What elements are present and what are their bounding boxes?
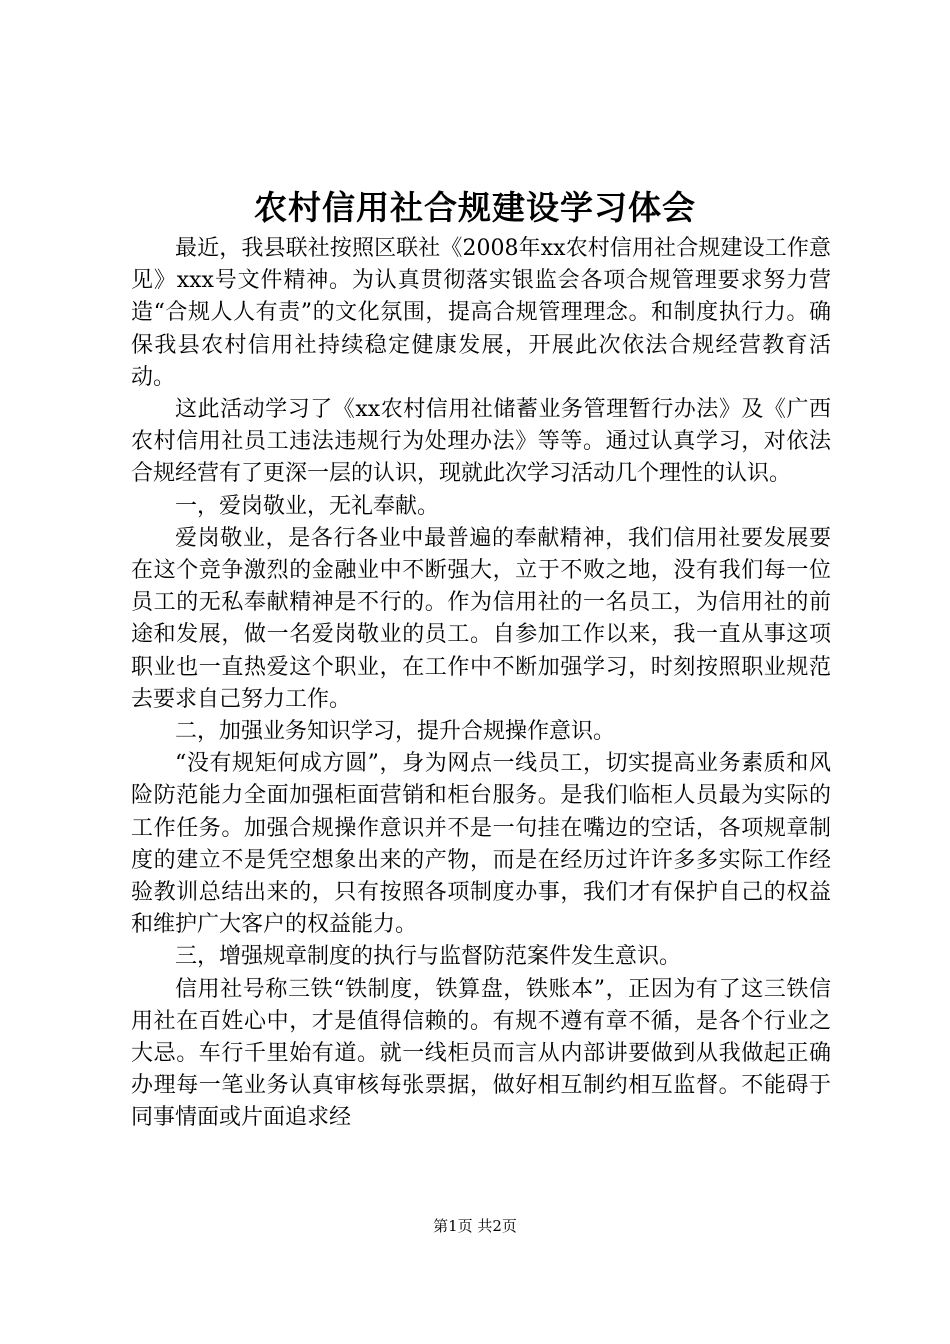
section-heading: 二，加强业务知识学习，提升合规操作意识。 bbox=[175, 719, 616, 745]
paragraph: 信用社号称三铁“铁制度，铁算盘，铁账本”，正因为有了这三铁信用社在百姓心中，才是值得信赖的。有规不遵有章不循，是各个行业之大忌。车行千里始有道。就一线柜员而言从内部讲要做到从我做起正确办理每一笔业务认真审核每张票据，做好相互制约相互监督。不能碍于同事情面或片面追求经 bbox=[131, 976, 831, 1131]
paragraph: 爱岗敬业，是各行各业中最普遍的奉献精神，我们信用社要发展要在这个竞争激烈的金融业中不断强大，立于不败之地，没有我们每一位员工的无私奉献精神是不行的。作为信用社的一名员工，为信用社的前途和发展，做一名爱岗敬业的员工。自参加工作以来，我一直从事这项职业也一直热爱这个职业，在工作中不断加强学习，时刻按照职业规范去要求自己努力工作。 bbox=[131, 525, 831, 712]
page-number-footer: 第1页 共2页 bbox=[433, 1217, 517, 1235]
section-heading: 三，增强规章制度的执行与监督防范案件发生意识。 bbox=[175, 944, 682, 970]
document-body bbox=[131, 233, 831, 1135]
paragraph: “没有规矩何成方圆”，身为网点一线员工，切实提高业务素质和风险防范能力全面加强柜面营销和柜台服务。是我们临柜人员最为实际的工作任务。加强合规操作意识并不是一句挂在嘴边的空话，各项规章制度的建立不是凭空想象出来的产物，而是在经历过许许多多实际工作经验教训总结出来的，只有按照各项制度办事，我们才有保护自己的权益和维护广大客户的权益能力。 bbox=[131, 751, 831, 938]
document-title: 农村信用社合规建设学习体会 bbox=[254, 188, 696, 227]
paragraph: 这此活动学习了《xx农村信用社储蓄业务管理暂行办法》及《广西农村信用社员工违法违规行为处理办法》等等。通过认真学习，对依法合规经营有了更深一层的认识，现就此次学习活动几个理性的认识。 bbox=[131, 397, 831, 487]
section-heading: 一，爱岗敬业，无礼奉献。 bbox=[175, 493, 440, 519]
paragraph: 最近，我县联社按照区联社《2008年xx农村信用社合规建设工作意见》xxx号文件精神。为认真贯彻落实银监会各项合规管理要求努力营造“合规人人有责”的文化氛围，提高合规管理理念。和制度执行力。确保我县农村信用社持续稳定健康发展，开展此次依法合规经营教育活动。 bbox=[131, 236, 831, 390]
